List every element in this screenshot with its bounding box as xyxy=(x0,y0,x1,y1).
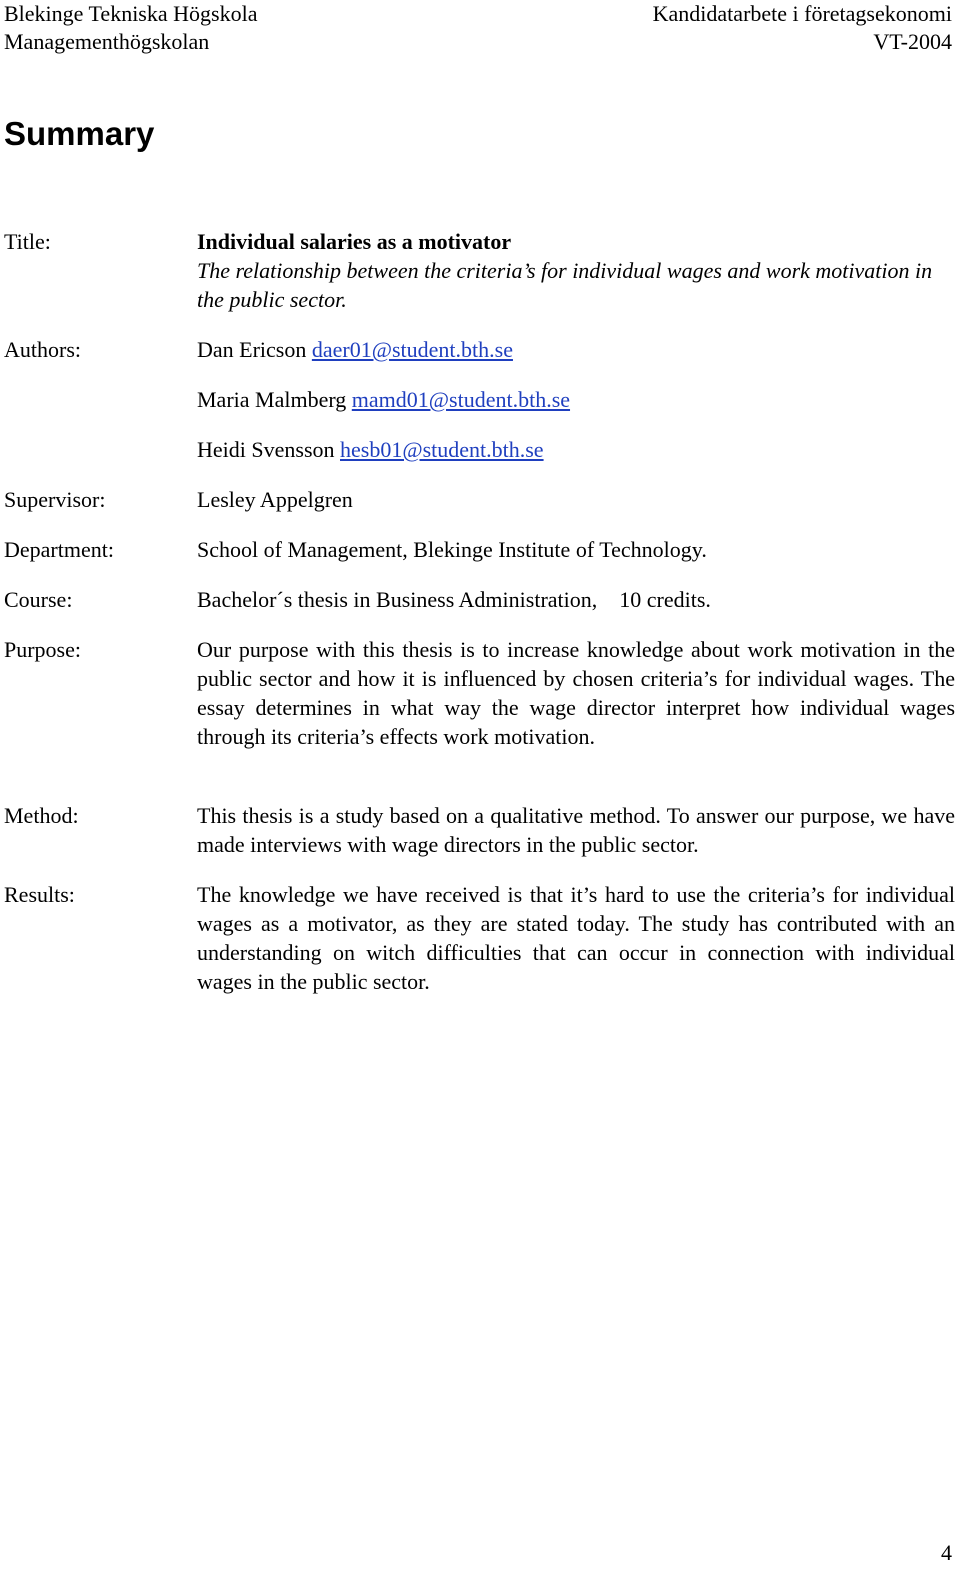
course-value xyxy=(197,585,955,614)
thesis-title: Individual salaries as a motivator xyxy=(197,229,512,254)
results-label: Results: xyxy=(4,882,75,907)
header-school: Managementhögskolan xyxy=(4,29,210,54)
author-email-link[interactable]: mamd01@student.bth.se xyxy=(351,387,571,412)
header-institution: Blekinge Tekniska Högskola xyxy=(4,1,258,26)
author-name: Maria Malmberg xyxy=(197,387,347,412)
header-right xyxy=(653,0,952,56)
author-email-link[interactable]: daer01@student.bth.se xyxy=(311,337,513,362)
method-label: Method: xyxy=(4,803,79,828)
author-entry xyxy=(197,435,955,464)
thesis-subtitle: The relationship between the criteria’s for individual wages and work motivation in the public sector. xyxy=(197,258,933,312)
department-value: School of Management, Blekinge Institute of Technology. xyxy=(197,537,707,562)
method-text: This thesis is a study based on a qualitative method. To answer our purpose, we have made interviews with wage directors in the public sector. xyxy=(197,803,955,857)
authors-label: Authors: xyxy=(4,337,81,362)
header-thesis-type: Kandidatarbete i företagsekonomi xyxy=(652,1,952,26)
author-entry xyxy=(197,335,955,364)
purpose-label: Purpose: xyxy=(4,637,81,662)
purpose-text: Our purpose with this thesis is to increase knowledge about work motivation in the public sector and how it is influenced by chosen criteria’s for individual wages. The essay determines in what way the wage director interpret how individual wages through its criteria’s effects work motivation. xyxy=(197,637,955,749)
department-label: Department: xyxy=(4,537,114,562)
author-name: Dan Ericson xyxy=(197,337,307,362)
author-name: Heidi Svensson xyxy=(197,437,335,462)
header-term: VT-2004 xyxy=(873,29,952,54)
title-value xyxy=(197,227,955,314)
page-title: Summary xyxy=(4,115,155,152)
page-number: 4 xyxy=(941,1540,952,1565)
course-label: Course: xyxy=(4,587,73,612)
author-email-link[interactable]: hesb01@student.bth.se xyxy=(340,437,544,462)
results-text: The knowledge we have received is that it’s hard to use the criteria’s for individual wages as a motivator, as they are stated today. The study has contributed with an understanding on witch difficulties that can occur in connection with individual wages in the public sector. xyxy=(197,882,955,994)
supervisor-value: Lesley Appelgren xyxy=(197,487,353,512)
title-label: Title: xyxy=(4,229,51,254)
course-name: Bachelor´s thesis in Business Administration, xyxy=(197,587,598,612)
supervisor-label: Supervisor: xyxy=(4,487,106,512)
header-left xyxy=(4,0,257,56)
author-entry xyxy=(197,385,955,414)
course-credits: 10 credits. xyxy=(619,587,711,612)
